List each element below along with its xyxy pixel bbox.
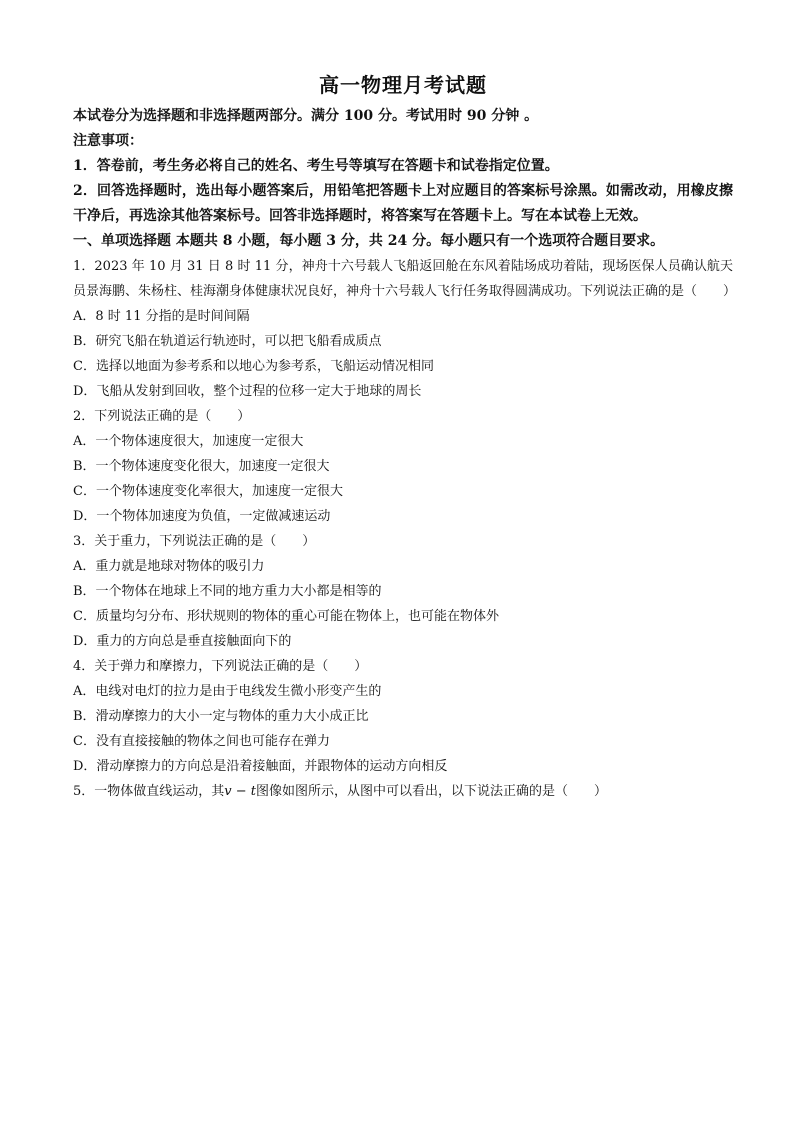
option-d: D．滑动摩擦力的方向总是沿着接触面，并跟物体的运动方向相反 bbox=[73, 759, 448, 774]
question-stem: 4．关于弹力和摩擦力，下列说法正确的是（ ） bbox=[73, 659, 368, 674]
option-a: A．电线对电灯的拉力是由于电线发生微小形变产生的 bbox=[73, 684, 382, 699]
question-2 bbox=[73, 404, 733, 529]
question-stem: 3．关于重力，下列说法正确的是（ ） bbox=[73, 534, 316, 549]
option-b: B．一个物体速度变化很大，加速度一定很大 bbox=[73, 459, 330, 474]
exam-page bbox=[73, 70, 737, 804]
page-title: 高一物理月考试题 bbox=[319, 73, 487, 97]
question-5 bbox=[73, 779, 733, 804]
question-stem-suffix: 图像如图所示，从图中可以看出，以下说法正确的是（ ） bbox=[256, 784, 608, 799]
option-c: C．一个物体速度变化率很大，加速度一定很大 bbox=[73, 484, 343, 499]
option-d: D．重力的方向总是垂直接触面向下的 bbox=[73, 634, 292, 649]
notice-item: 1．答卷前，考生务必将自己的姓名、考生号等填写在答题卡和试卷指定位置。 bbox=[73, 158, 559, 174]
option-b: B．滑动摩擦力的大小一定与物体的重力大小成正比 bbox=[73, 709, 369, 724]
option-a: A．重力就是地球对物体的吸引力 bbox=[73, 559, 265, 574]
question-1 bbox=[73, 254, 737, 404]
option-c: C．质量均匀分布、形状规则的物体的重心可能在物体上，也可能在物体外 bbox=[73, 609, 499, 624]
option-d: D．飞船从发射到回收，整个过程的位移一定大于地球的周长 bbox=[73, 384, 422, 399]
question-4 bbox=[73, 654, 733, 779]
option-a: A．8 时 11 分指的是时间间隔 bbox=[73, 309, 250, 324]
question-stem bbox=[73, 779, 733, 804]
vt-symbol: v − t bbox=[224, 784, 257, 799]
question-stem-prefix: 5．一物体做直线运动，其 bbox=[73, 784, 225, 799]
option-c: C．没有直接接触的物体之间也可能存在弹力 bbox=[73, 734, 330, 749]
option-b: B．研究飞船在轨道运行轨迹时，可以把飞船看成质点 bbox=[73, 334, 382, 349]
question-stem: 2．下列说法正确的是（ ） bbox=[73, 409, 251, 424]
notice-heading: 注意事项： bbox=[73, 133, 143, 149]
option-d: D．一个物体加速度为负值，一定做减速运动 bbox=[73, 509, 331, 524]
question-stem: 1．2023 年 10 月 31 日 8 时 11 分，神舟十六号载人飞船返回舱在东风着陆场成功着陆，现场医保人员确认航天员景海鹏、朱杨柱、桂海潮身体健康状况良好，神舟十六号载人飞行任务取得圆满成功。下列说法正确的是（ ） bbox=[73, 259, 737, 299]
option-c: C．选择以地面为参考系和以地心为参考系，飞船运动情况相同 bbox=[73, 359, 434, 374]
question-3 bbox=[73, 529, 733, 654]
notice-item: 2．回答选择题时，选出每小题答案后，用铅笔把答题卡上对应题目的答案标号涂黑。如需改动，用橡皮擦干净后，再选涂其他答案标号。回答非选择题时，将答案写在答题卡上。写在本试卷上无效。 bbox=[73, 183, 733, 224]
exam-intro: 本试卷分为选择题和非选择题两部分。满分 100 分。考试用时 90 分钟 。 bbox=[73, 108, 539, 124]
option-b: B．一个物体在地球上不同的地方重力大小都是相等的 bbox=[73, 584, 382, 599]
option-a: A．一个物体速度很大，加速度一定很大 bbox=[73, 434, 304, 449]
section-heading: 一、单项选择题 本题共 8 小题，每小题 3 分，共 24 分。每小题只有一个选项符合题目要求。 bbox=[73, 233, 665, 249]
